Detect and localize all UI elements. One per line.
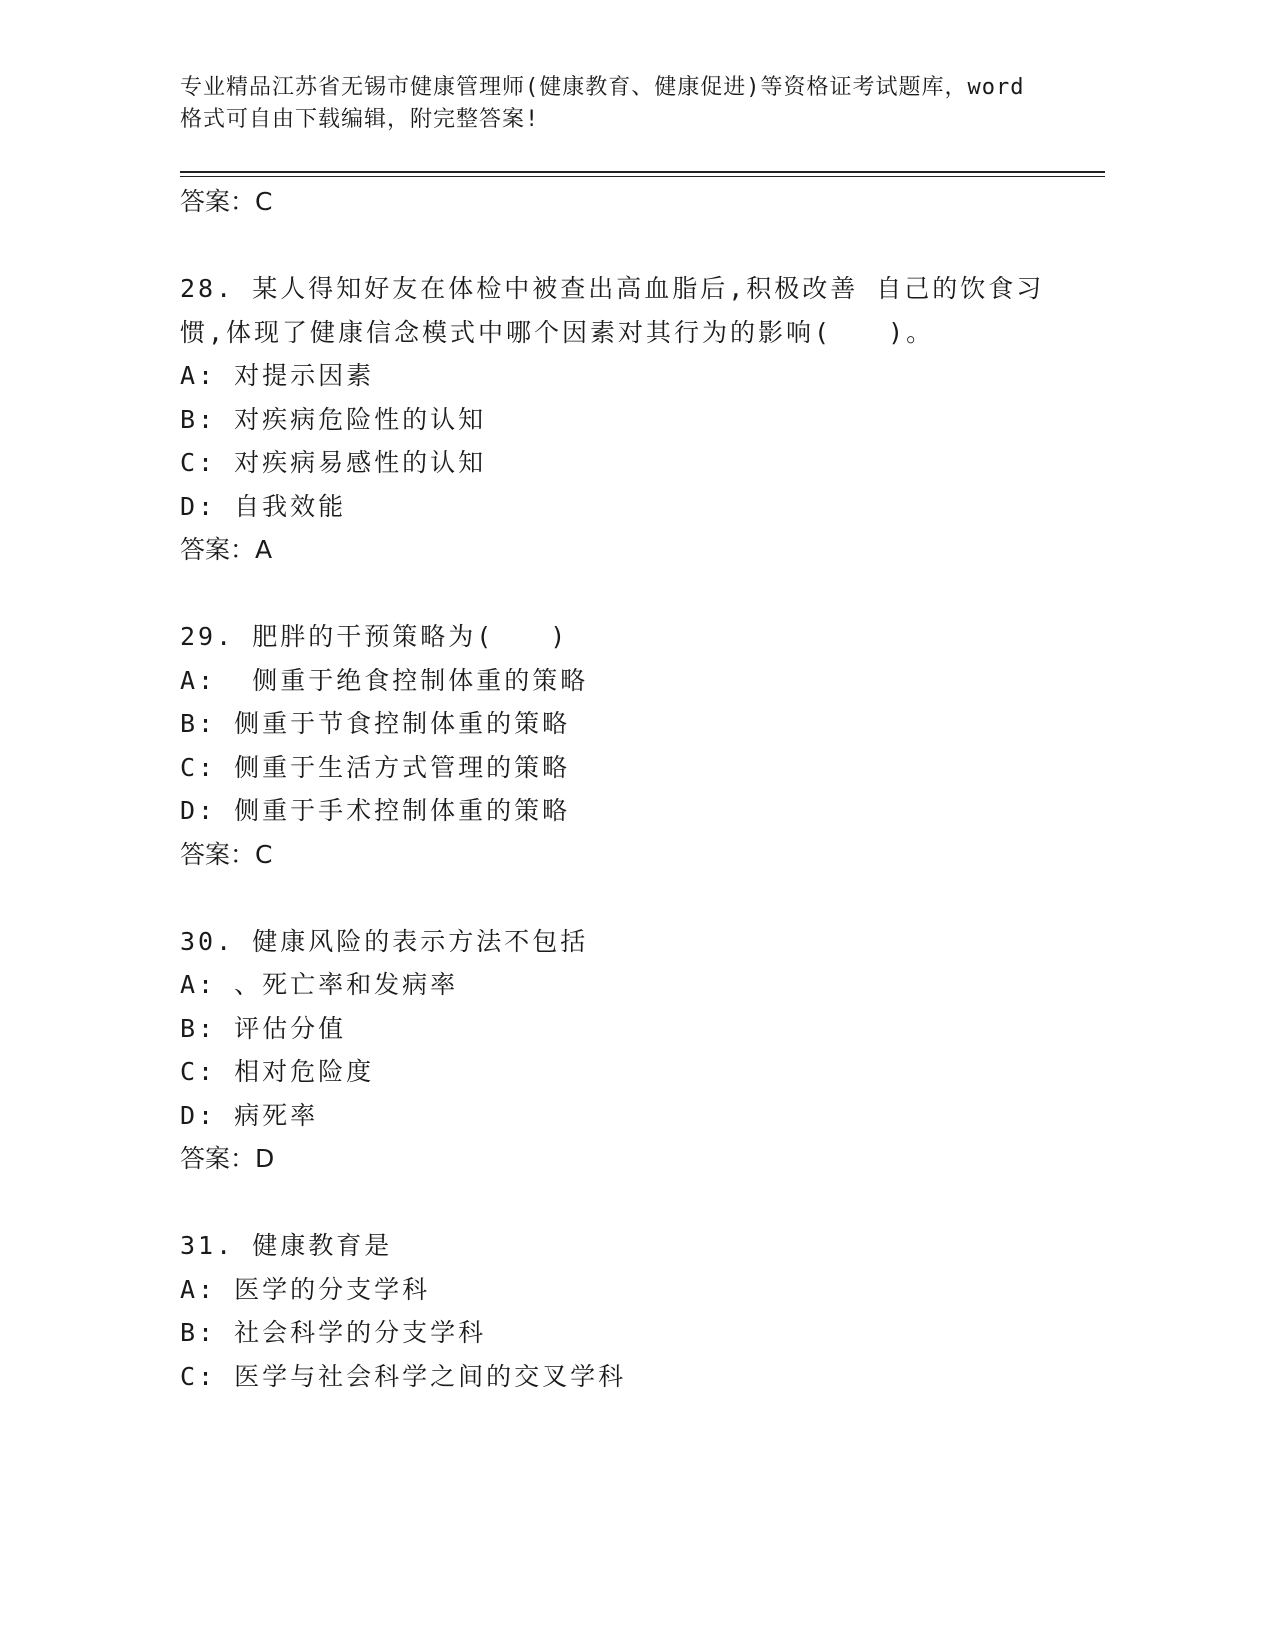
answer-line: 答案：C	[180, 187, 273, 216]
question-28	[180, 267, 1060, 572]
question-list	[180, 180, 1060, 1398]
header-line-2: 格式可自由下载编辑，附完整答案!	[180, 107, 540, 132]
question-stem: 30. 健康风险的表示方法不包括	[180, 926, 589, 956]
question-stem: 31. 健康教育是	[180, 1231, 393, 1260]
question-29	[180, 615, 1060, 877]
answer-line: 答案：A	[180, 535, 273, 564]
option-d: D: 病死率	[180, 1100, 319, 1130]
question-31	[180, 1224, 1060, 1398]
question-stem-continued: 惯,体现了健康信念模式中哪个因素对其行为的影响( )。	[180, 317, 935, 347]
option-b: B: 侧重于节食控制体重的策略	[180, 709, 571, 738]
question-stem: 28. 某人得知好友在体检中被查出高血脂后,积极改善 自己的饮食习	[180, 274, 1045, 303]
question-30	[180, 920, 1060, 1182]
option-b: B: 对疾病危险性的认知	[180, 404, 487, 434]
document-header	[180, 72, 1080, 136]
option-d: D: 侧重于手术控制体重的策略	[180, 796, 571, 825]
option-b: B: 社会科学的分支学科	[180, 1318, 487, 1347]
answer-line: 答案：D	[180, 1144, 275, 1173]
header-line-1: 专业精品江苏省无锡市健康管理师(健康教育、健康促进)等资格证考试题库，word	[180, 75, 1025, 100]
option-d: D: 自我效能	[180, 491, 347, 521]
answer-line: 答案：C	[180, 839, 273, 869]
option-c: C: 对疾病易感性的认知	[180, 448, 487, 477]
option-a: A: 对提示因素	[180, 361, 375, 390]
header-divider-thin	[180, 176, 1105, 177]
option-c: C: 相对危险度	[180, 1057, 375, 1086]
option-b: B: 评估分值	[180, 1013, 347, 1043]
option-c: C: 侧重于生活方式管理的策略	[180, 752, 571, 782]
option-a: A: 、死亡率和发病率	[180, 970, 459, 999]
question-stem: 29. 肥胖的干预策略为( )	[180, 622, 569, 651]
option-c: C: 医学与社会科学之间的交叉学科	[180, 1361, 627, 1391]
header-divider-thick	[180, 171, 1105, 173]
option-a: A: 医学的分支学科	[180, 1274, 431, 1304]
option-a: A: 侧重于绝食控制体重的策略	[180, 665, 589, 695]
